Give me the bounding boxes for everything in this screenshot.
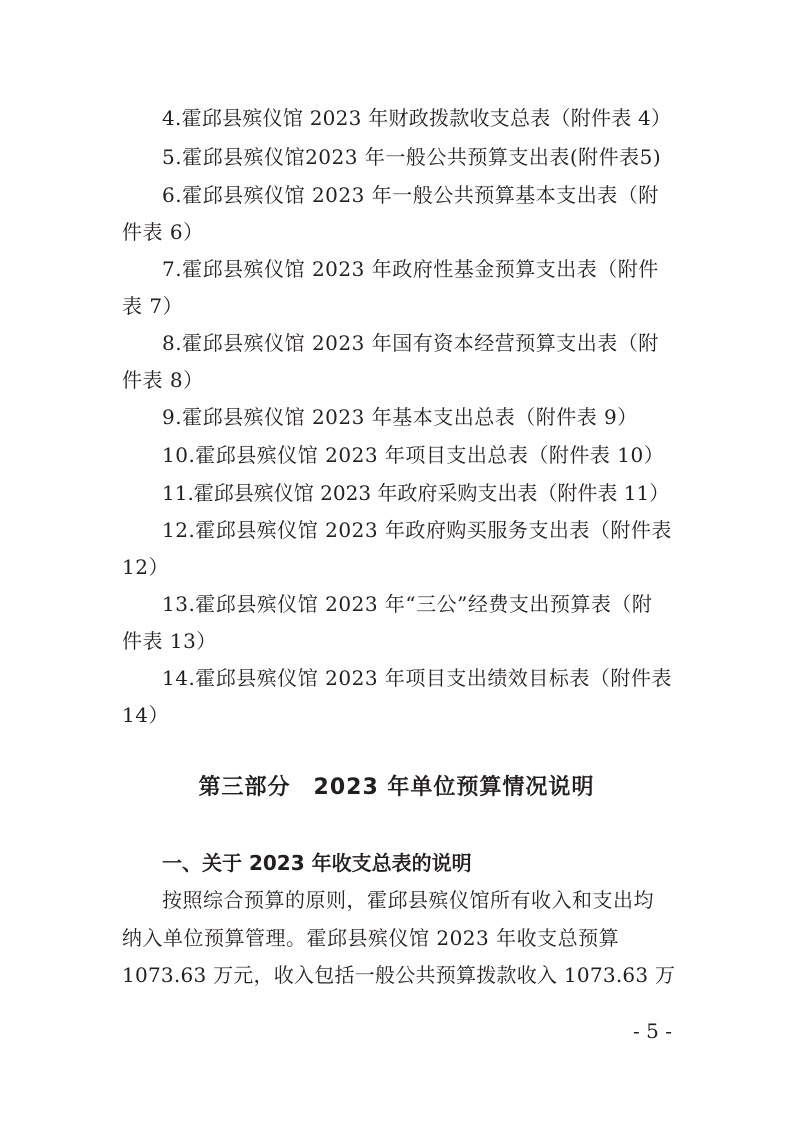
attachment-item-6-continuation: 件表 6） (122, 220, 204, 244)
attachment-item-4: 4.霍邱县殡仪馆 2023 年财政拨款收支总表（附件表 4） (162, 106, 672, 130)
attachment-item-12: 12.霍邱县殡仪馆 2023 年政府购买服务支出表（附件表 (162, 518, 672, 542)
attachment-item-10: 10.霍邱县殡仪馆 2023 年项目支出总表（附件表 10） (162, 443, 665, 467)
attachment-item-6: 6.霍邱县殡仪馆 2023 年一般公共预算基本支出表（附 (162, 183, 659, 207)
attachment-item-8: 8.霍邱县殡仪馆 2023 年国有资本经营预算支出表（附 (162, 331, 659, 355)
attachment-item-5: 5.霍邱县殡仪馆2023 年一般公共预算支出表(附件表5) (162, 145, 662, 169)
attachment-item-9: 9.霍邱县殡仪馆 2023 年基本支出总表（附件表 9） (162, 405, 638, 429)
attachment-item-12-continuation: 12） (122, 555, 169, 579)
body-paragraph-line-3: 1073.63 万元，收入包括一般公共预算拨款收入 1073.63 万 (122, 963, 676, 987)
page-number: - 5 - (633, 1019, 672, 1043)
attachment-item-8-continuation: 件表 8） (122, 368, 204, 392)
subsection-heading: 一、关于 2023 年收支总表的说明 (162, 851, 472, 875)
body-paragraph-line-1: 按照综合预算的原则，霍邱县殡仪馆所有收入和支出均 (162, 888, 654, 912)
attachment-item-13-continuation: 件表 13） (122, 629, 217, 653)
attachment-item-14: 14.霍邱县殡仪馆 2023 年项目支出绩效目标表（附件表 (162, 666, 672, 690)
attachment-item-11: 11.霍邱县殡仪馆 2023 年政府采购支出表（附件表 11） (162, 481, 670, 505)
attachment-item-7-continuation: 表 7） (122, 294, 184, 318)
body-paragraph-line-2: 纳入单位预算管理。霍邱县殡仪馆 2023 年收支总预算 (122, 926, 620, 950)
attachment-item-7: 7.霍邱县殡仪馆 2023 年政府性基金预算支出表（附件 (162, 257, 659, 281)
section-heading: 第三部分 2023 年单位预算情况说明 (198, 775, 595, 800)
attachment-item-13: 13.霍邱县殡仪馆 2023 年“三公”经费支出预算表（附 (162, 592, 653, 616)
attachment-item-14-continuation: 14） (122, 703, 169, 727)
